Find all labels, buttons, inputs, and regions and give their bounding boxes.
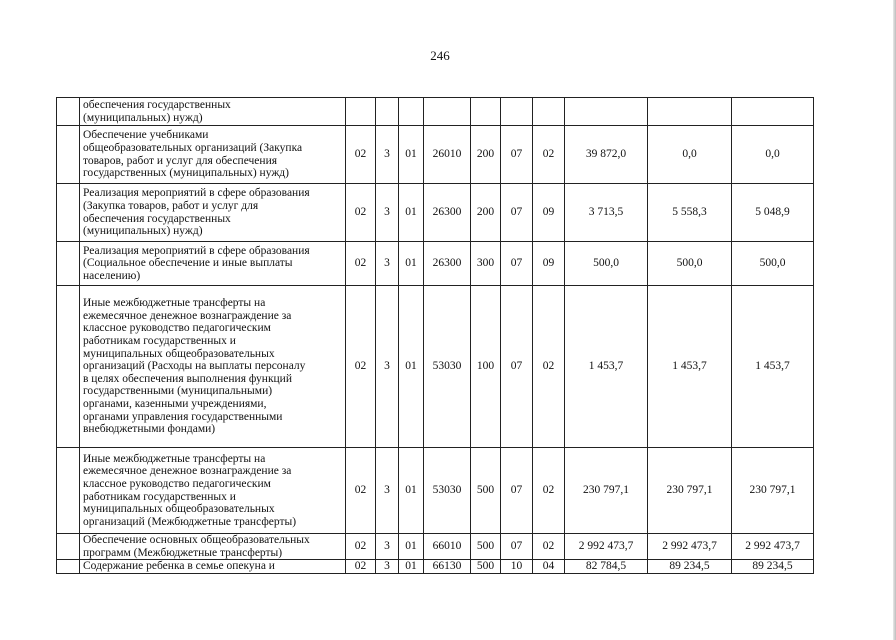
description-line: Содержание ребенка в семье опекуна и xyxy=(83,560,275,573)
description-line: общеобразовательных организаций (Закупка xyxy=(83,141,303,154)
amount-cell: 2 992 473,7 xyxy=(732,534,814,560)
description-line: (муниципальных) нужд) xyxy=(83,225,203,238)
description-cell xyxy=(80,560,346,574)
description-line: классное руководство педагогическим xyxy=(83,322,271,335)
code-cell: 26300 xyxy=(424,242,471,286)
amount-cell: 500,0 xyxy=(648,242,732,286)
description-line: (муниципальных) нужд) xyxy=(83,111,203,124)
code-cell: 02 xyxy=(346,126,376,184)
code-cell: 01 xyxy=(399,286,424,448)
index-cell xyxy=(57,184,80,242)
code-cell: 66010 xyxy=(424,534,471,560)
code-cell: 09 xyxy=(533,184,565,242)
description-line: населению) xyxy=(83,269,141,282)
description-line: (Социальное обеспечение и иные выплаты xyxy=(83,257,293,270)
index-cell xyxy=(57,286,80,448)
code-cell: 3 xyxy=(376,242,399,286)
code-cell: 02 xyxy=(533,448,565,534)
description-line: государственных (муниципальных) нужд) xyxy=(83,167,289,180)
index-cell xyxy=(57,448,80,534)
table-row xyxy=(57,242,814,286)
description-line: Реализация мероприятий в сфере образования xyxy=(83,187,310,200)
code-cell: 3 xyxy=(376,126,399,184)
index-cell xyxy=(57,126,80,184)
code-cell: 02 xyxy=(346,286,376,448)
description-line: государственными (муниципальными) xyxy=(83,385,273,398)
table-row xyxy=(57,184,814,242)
code-cell: 01 xyxy=(399,560,424,574)
description-line: органами управления государственными xyxy=(83,410,283,423)
description-line: муниципальных общеобразовательных xyxy=(83,503,275,516)
code-cell: 01 xyxy=(399,184,424,242)
code-cell: 02 xyxy=(346,184,376,242)
code-cell: 66130 xyxy=(424,560,471,574)
code-cell: 200 xyxy=(471,126,501,184)
code-cell: 04 xyxy=(533,560,565,574)
description-cell xyxy=(80,534,346,560)
description-line: работникам государственных и xyxy=(83,335,236,348)
code-cell xyxy=(399,98,424,126)
code-cell: 02 xyxy=(346,560,376,574)
description-line: Обеспечение основных общеобразовательных xyxy=(83,534,310,546)
description-line: ежемесячное денежное вознаграждение за xyxy=(83,465,292,478)
code-cell: 02 xyxy=(346,448,376,534)
description-line: организаций (Межбюджетные трансферты) xyxy=(83,515,297,528)
code-cell: 53030 xyxy=(424,286,471,448)
table-row xyxy=(57,286,814,448)
code-cell: 500 xyxy=(471,448,501,534)
description-line: (Закупка товаров, работ и услуг для xyxy=(83,199,259,212)
code-cell: 500 xyxy=(471,534,501,560)
amount-cell: 230 797,1 xyxy=(565,448,648,534)
description-line: Иные межбюджетные трансферты на xyxy=(83,452,266,465)
amount-cell: 0,0 xyxy=(648,126,732,184)
description-line: ежемесячное денежное вознаграждение за xyxy=(83,309,292,322)
description-line: Иные межбюджетные трансферты на xyxy=(83,297,266,310)
code-cell: 26300 xyxy=(424,184,471,242)
code-cell xyxy=(501,98,533,126)
amount-cell: 500,0 xyxy=(565,242,648,286)
code-cell: 500 xyxy=(471,560,501,574)
amount-cell: 1 453,7 xyxy=(732,286,814,448)
description-cell xyxy=(80,184,346,242)
code-cell: 02 xyxy=(533,126,565,184)
amount-cell: 1 453,7 xyxy=(565,286,648,448)
amount-cell: 39 872,0 xyxy=(565,126,648,184)
code-cell xyxy=(376,98,399,126)
amount-cell: 2 992 473,7 xyxy=(648,534,732,560)
description-line: классное руководство педагогическим xyxy=(83,477,271,490)
description-line: обеспечения государственных xyxy=(83,212,231,225)
code-cell: 07 xyxy=(501,242,533,286)
index-cell xyxy=(57,534,80,560)
code-cell: 07 xyxy=(501,126,533,184)
amount-cell: 82 784,5 xyxy=(565,560,648,574)
table-row xyxy=(57,98,814,126)
table-row xyxy=(57,126,814,184)
description-line: программ (Межбюджетные трансферты) xyxy=(83,546,283,559)
amount-cell: 89 234,5 xyxy=(732,560,814,574)
code-cell: 10 xyxy=(501,560,533,574)
table-row xyxy=(57,534,814,560)
amount-cell: 230 797,1 xyxy=(732,448,814,534)
code-cell: 01 xyxy=(399,448,424,534)
code-cell: 3 xyxy=(376,184,399,242)
code-cell: 01 xyxy=(399,126,424,184)
amount-cell: 0,0 xyxy=(732,126,814,184)
index-cell xyxy=(57,242,80,286)
code-cell: 01 xyxy=(399,242,424,286)
description-line: в целях обеспечения выполнения функций xyxy=(83,372,292,385)
code-cell xyxy=(533,98,565,126)
description-line: обеспечения государственных xyxy=(83,98,231,111)
code-cell: 02 xyxy=(346,534,376,560)
code-cell: 07 xyxy=(501,448,533,534)
code-cell xyxy=(471,98,501,126)
description-line: органами, казенными учреждениями, xyxy=(83,397,267,410)
amount-cell: 5 558,3 xyxy=(648,184,732,242)
amount-cell: 5 048,9 xyxy=(732,184,814,242)
code-cell: 3 xyxy=(376,286,399,448)
code-cell: 07 xyxy=(501,534,533,560)
page-number: 246 xyxy=(430,48,450,63)
code-cell: 07 xyxy=(501,286,533,448)
code-cell: 26010 xyxy=(424,126,471,184)
description-cell xyxy=(80,448,346,534)
budget-table xyxy=(56,97,814,574)
code-cell xyxy=(346,98,376,126)
description-line: внебюджетными фондами) xyxy=(83,423,216,436)
table-row xyxy=(57,448,814,534)
amount-cell xyxy=(565,98,648,126)
amount-cell xyxy=(732,98,814,126)
index-cell xyxy=(57,560,80,574)
code-cell: 3 xyxy=(376,448,399,534)
code-cell: 3 xyxy=(376,534,399,560)
code-cell: 02 xyxy=(533,534,565,560)
amount-cell: 1 453,7 xyxy=(648,286,732,448)
description-cell xyxy=(80,242,346,286)
code-cell: 300 xyxy=(471,242,501,286)
code-cell: 3 xyxy=(376,560,399,574)
code-cell xyxy=(424,98,471,126)
description-line: работникам государственных и xyxy=(83,490,236,503)
description-line: муниципальных общеобразовательных xyxy=(83,347,275,360)
description-cell xyxy=(80,98,346,126)
amount-cell xyxy=(648,98,732,126)
amount-cell: 89 234,5 xyxy=(648,560,732,574)
code-cell: 09 xyxy=(533,242,565,286)
amount-cell: 230 797,1 xyxy=(648,448,732,534)
amount-cell: 2 992 473,7 xyxy=(565,534,648,560)
description-cell xyxy=(80,286,346,448)
code-cell: 07 xyxy=(501,184,533,242)
code-cell: 53030 xyxy=(424,448,471,534)
amount-cell: 500,0 xyxy=(732,242,814,286)
code-cell: 02 xyxy=(533,286,565,448)
description-line: Реализация мероприятий в сфере образования xyxy=(83,244,310,257)
code-cell: 200 xyxy=(471,184,501,242)
code-cell: 01 xyxy=(399,534,424,560)
description-line: Обеспечение учебниками xyxy=(83,129,209,142)
table-row xyxy=(57,560,814,574)
index-cell xyxy=(57,98,80,126)
description-line: организаций (Расходы на выплаты персоналу xyxy=(83,360,306,373)
code-cell: 100 xyxy=(471,286,501,448)
code-cell: 02 xyxy=(346,242,376,286)
description-cell xyxy=(80,126,346,184)
description-line: товаров, работ и услуг для обеспечения xyxy=(83,154,278,167)
amount-cell: 3 713,5 xyxy=(565,184,648,242)
